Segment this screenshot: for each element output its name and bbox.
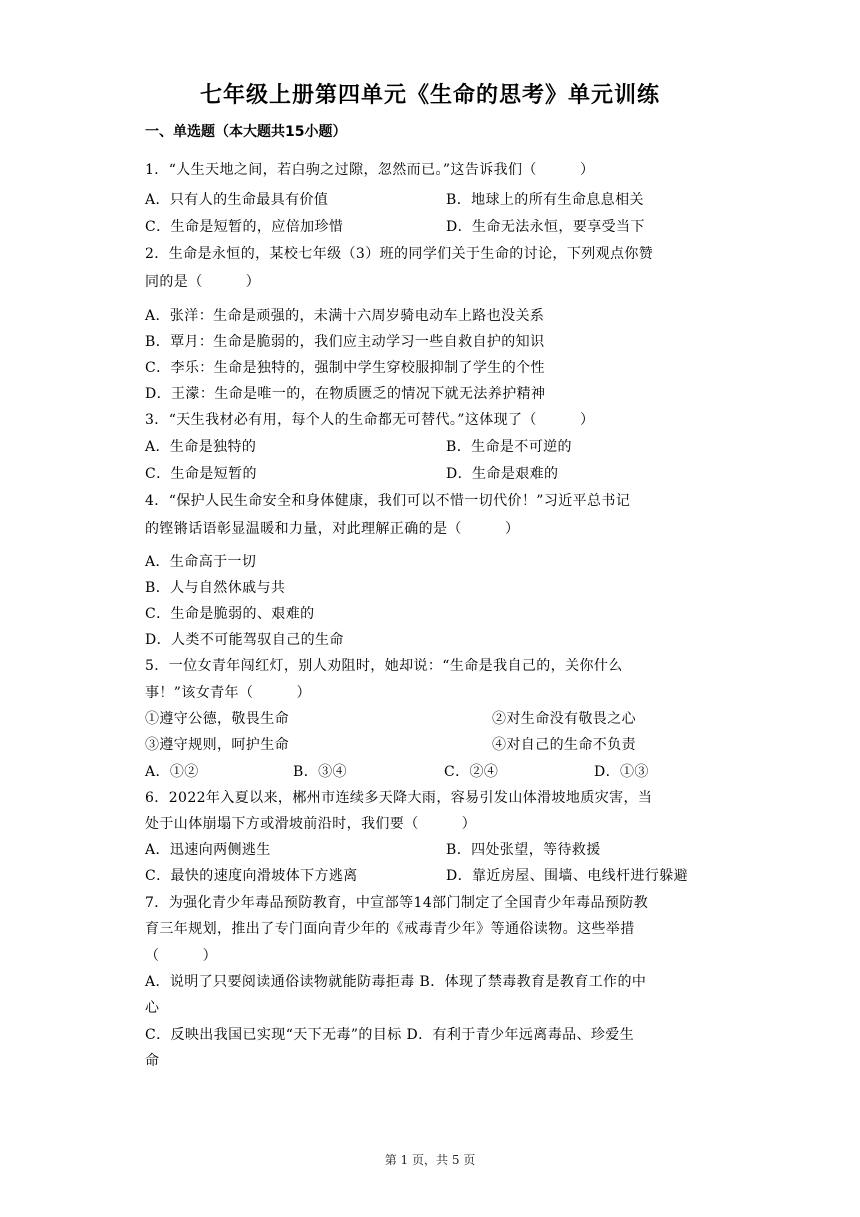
question-2-option-b: B．覃月：生命是脆弱的，我们应主动学习一些自救自护的知识 <box>145 334 545 350</box>
question-1-option-d: D．生命无法永恒，要享受当下 <box>446 219 645 235</box>
question-2-option-a: A．张洋：生命是顽强的，未满十六周岁骑电动车上路也没关系 <box>145 308 545 324</box>
question-5-statement-1: ①遵守公德，敬畏生命 <box>145 711 289 727</box>
question-5-option-c: C．②④ <box>444 764 499 780</box>
question-3-option-d: D．生命是艰难的 <box>446 466 559 482</box>
page-title: 七年级上册第四单元《生命的思考》单元训练 <box>199 83 660 108</box>
question-1-option-c: C．生命是短暂的，应倍加珍惜 <box>145 219 344 235</box>
question-2-option-c: C．李乐：生命是独特的，强制中学生穿校服抑制了学生的个性 <box>145 360 545 376</box>
question-2-stem-line2: 同的是（ ） <box>145 274 261 290</box>
section-heading: 一、单选题（本大题共15小题） <box>145 124 347 140</box>
question-6-stem-line1: 6．2022年入夏以来，郴州市连续多天降大雨，容易引发山体滑坡地质灾害，当 <box>145 790 653 806</box>
question-5-option-a: A．①② <box>145 764 199 780</box>
question-1-stem: 1．“人生天地之间，若白驹之过隙，忽然而已。”这告诉我们（ ） <box>145 162 595 178</box>
question-6-option-b: B．四处张望，等待救援 <box>446 842 601 858</box>
question-7-options-ab-wrap: 心 <box>145 1000 160 1016</box>
question-5-statement-4: ④对自己的生命不负责 <box>492 737 636 753</box>
question-5-statement-2: ②对生命没有敬畏之心 <box>492 711 636 727</box>
question-6-option-d: D．靠近房屋、围墙、电线杆进行躲避 <box>446 868 689 884</box>
question-6-stem-line2: 处于山体崩塌下方或滑坡前沿时，我们要（ ） <box>145 816 477 832</box>
question-3-option-a: A．生命是独特的 <box>145 439 257 455</box>
question-4-stem-line2: 的铿锵话语彰显温暖和力量，对此理解正确的是（ ） <box>145 521 520 537</box>
question-4-option-d: D．人类不可能驾驭自己的生命 <box>145 632 344 648</box>
question-3-option-b: B．生命是不可逆的 <box>446 439 572 455</box>
question-6-option-c: C．最快的速度向滑坡体下方逃离 <box>145 868 358 884</box>
question-4-stem-line1: 4．“保护人民生命安全和身体健康，我们可以不惜一切代价！”习近平总书记 <box>145 493 631 509</box>
question-5-statement-3: ③遵守规则，呵护生命 <box>145 737 289 753</box>
question-5-option-d: D．①③ <box>594 764 649 780</box>
page-footer: 第 1 页，共 5 页 <box>384 1153 476 1167</box>
question-5-option-b: B．③④ <box>293 764 347 780</box>
question-7-stem-line3: （ ） <box>145 948 217 964</box>
question-3-stem: 3．“天生我材必有用，每个人的生命都无可替代。”这体现了（ ） <box>145 412 595 428</box>
question-7-options-ab: A．说明了只要阅读通俗读物就能防毒拒毒 B．体现了禁毒教育是教育工作的中 <box>145 974 647 990</box>
question-2-option-d: D．王濛：生命是唯一的，在物质匮乏的情况下就无法养护精神 <box>145 386 546 402</box>
question-7-options-cd: C．反映出我国已实现“天下无毒”的目标 D．有利于青少年远离毒品、珍爱生 <box>145 1027 635 1043</box>
question-4-option-c: C．生命是脆弱的、艰难的 <box>145 606 315 622</box>
question-7-options-cd-wrap: 命 <box>145 1053 160 1069</box>
question-5-stem-line2: 事！”该女青年（ ） <box>145 685 311 701</box>
question-4-option-a: A．生命高于一切 <box>145 554 257 570</box>
question-1-option-a: A．只有人的生命最具有价值 <box>145 192 329 208</box>
question-4-option-b: B．人与自然休戚与共 <box>145 580 286 596</box>
question-1-option-b: B．地球上的所有生命息息相关 <box>446 192 644 208</box>
question-7-stem-line1: 7．为强化青少年毒品预防教育，中宣部等14部门制定了全国青少年毒品预防教 <box>145 895 649 911</box>
question-5-stem-line1: 5．一位女青年闯红灯，别人劝阻时，她却说：“生命是我自己的，关你什么 <box>145 658 623 674</box>
question-2-stem-line1: 2．生命是永恒的，某校七年级（3）班的同学们关于生命的讨论，下列观点你赞 <box>145 246 654 262</box>
question-6-option-a: A．迅速向两侧逃生 <box>145 842 271 858</box>
question-7-stem-line2: 育三年规划，推出了专门面向青少年的《戒毒青少年》等通俗读物。这些举措 <box>145 921 635 937</box>
question-3-option-c: C．生命是短暂的 <box>145 466 257 482</box>
